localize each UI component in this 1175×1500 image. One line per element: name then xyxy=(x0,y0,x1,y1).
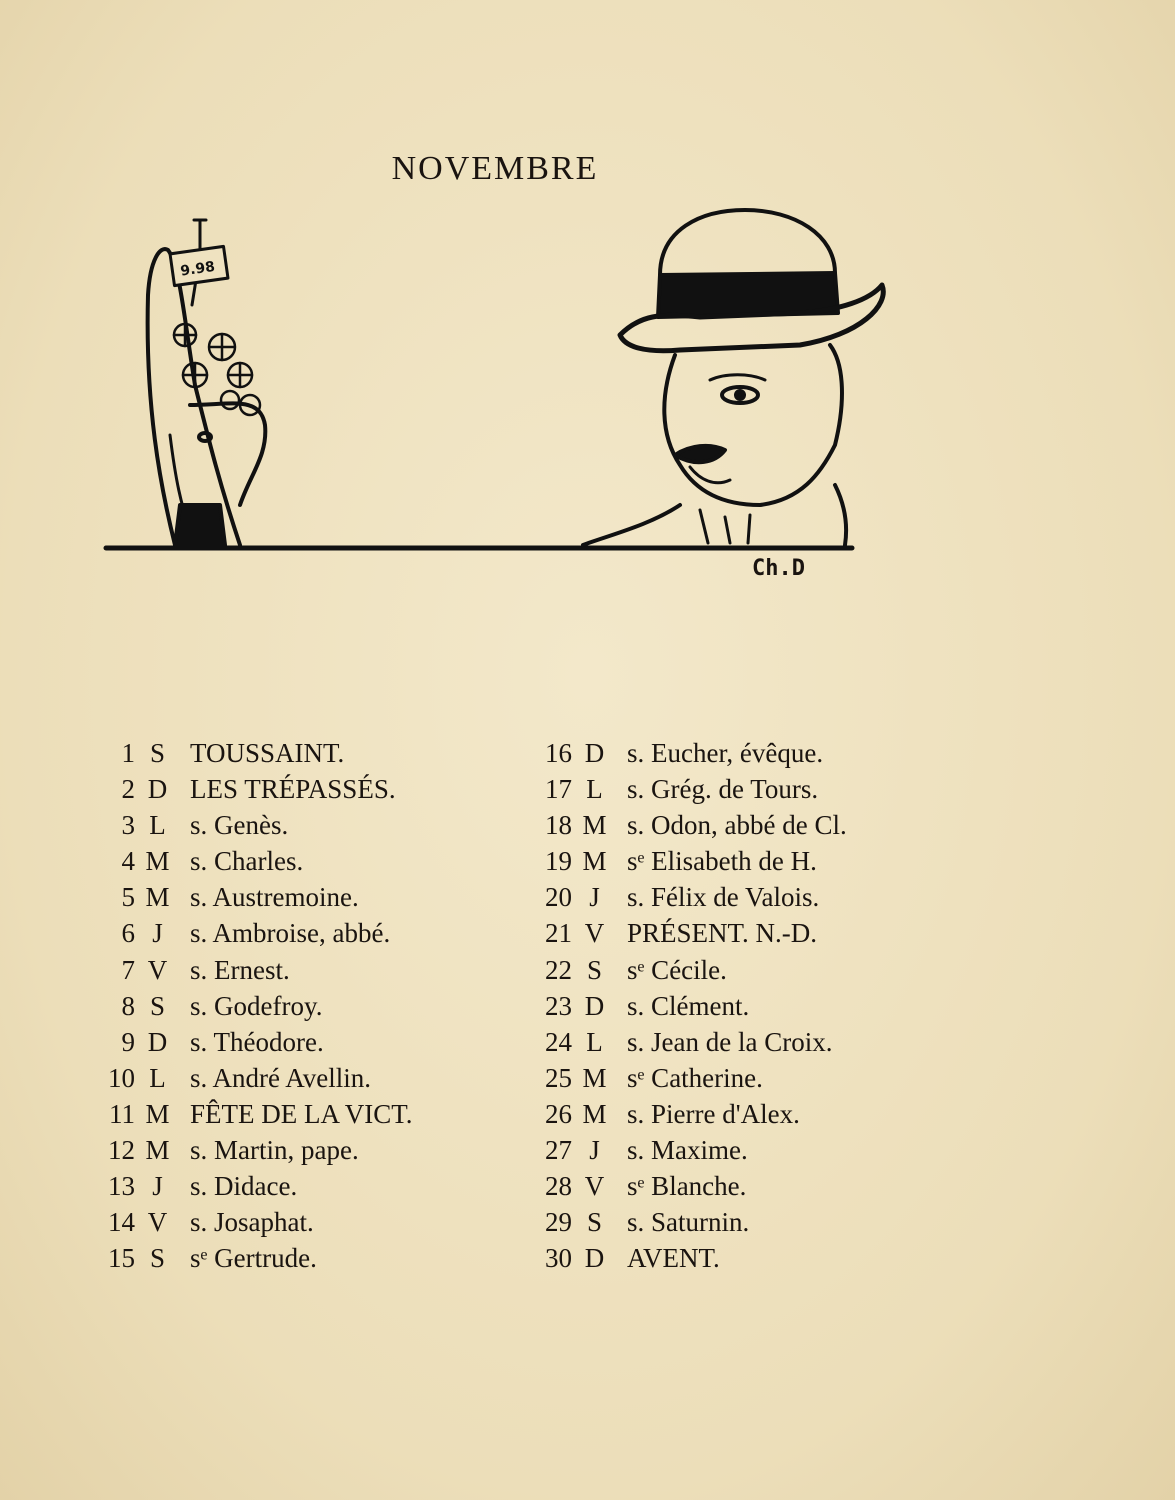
calendar-row xyxy=(530,1135,847,1171)
weekday-letter: D xyxy=(584,738,605,768)
calendar-row xyxy=(95,1207,413,1243)
day-number: 29 xyxy=(545,1207,572,1238)
saint-name: AVENT. xyxy=(627,1243,720,1274)
day-number: 5 xyxy=(121,882,135,913)
man-portrait xyxy=(583,210,883,545)
day-number: 21 xyxy=(545,918,572,949)
day-number: 27 xyxy=(545,1135,572,1166)
weekday-letter: V xyxy=(584,918,605,949)
calendar-row xyxy=(530,918,847,954)
saint-name: TOUSSAINT. xyxy=(190,738,345,768)
saint-name: s. Odon, abbé de Cl. xyxy=(627,810,847,841)
weekday-letter: S xyxy=(149,738,166,768)
weekday-letter: J xyxy=(152,1171,163,1202)
day-number: 8 xyxy=(121,990,135,1021)
day-number: 18 xyxy=(545,810,572,841)
day-number: 23 xyxy=(545,990,572,1021)
calendar-row xyxy=(530,991,847,1027)
saint-name: s. Didace. xyxy=(190,1171,298,1202)
day-number: 1 xyxy=(121,738,135,768)
day-number: 24 xyxy=(545,1026,572,1057)
calendar-row xyxy=(530,955,847,991)
saint-name: sᵉ Catherine. xyxy=(627,1062,763,1093)
calendar-row xyxy=(530,1027,847,1063)
calendar-row xyxy=(95,918,413,954)
weekday-letter: V xyxy=(147,1207,168,1238)
weekday-letter: L xyxy=(586,1026,603,1057)
day-number: 28 xyxy=(545,1171,572,1202)
day-number: 12 xyxy=(108,1135,135,1166)
calendar-row xyxy=(530,1171,847,1207)
weekday-letter: M xyxy=(145,1135,170,1166)
calendar-row xyxy=(530,1207,847,1243)
calendar-row xyxy=(95,1171,413,1207)
saint-name: sᵉ Blanche. xyxy=(627,1171,747,1202)
calendar-row xyxy=(95,882,413,918)
weekday-letter: S xyxy=(586,954,603,985)
day-number: 7 xyxy=(121,954,135,985)
weekday-letter: J xyxy=(152,918,163,949)
saint-name: s. Godefroy. xyxy=(190,990,323,1021)
saint-name: s. Grég. de Tours. xyxy=(627,774,819,805)
day-number: 15 xyxy=(108,1243,135,1274)
price-tag-text: 9.98 xyxy=(179,258,216,280)
saint-name: s. Théodore. xyxy=(190,1026,324,1057)
saint-name: s. Genès. xyxy=(190,810,289,841)
day-number: 25 xyxy=(545,1062,572,1093)
saint-name: s. Saturnin. xyxy=(627,1207,750,1238)
weekday-letter: L xyxy=(149,810,166,841)
weekday-letter: D xyxy=(584,1243,605,1274)
weekday-letter: L xyxy=(149,1062,166,1093)
calendar-column-right xyxy=(530,738,847,1279)
weekday-letter: L xyxy=(586,774,603,805)
artist-signature: Ch.D xyxy=(752,556,805,581)
day-number: 30 xyxy=(545,1243,572,1274)
day-number: 2 xyxy=(121,774,135,805)
weekday-letter: S xyxy=(586,1207,603,1238)
weekday-letter: J xyxy=(589,882,600,913)
saint-name: PRÉSENT. N.-D. xyxy=(627,918,818,949)
saint-name: LES TRÉPASSÉS. xyxy=(190,774,396,805)
weekday-letter: V xyxy=(584,1171,605,1202)
day-number: 22 xyxy=(545,954,572,985)
weekday-letter: D xyxy=(147,774,168,805)
calendar-row xyxy=(95,1063,413,1099)
saint-name: s. André Avellin. xyxy=(190,1062,371,1093)
day-number: 9 xyxy=(121,1026,135,1057)
saint-name: s. Maxime. xyxy=(627,1135,748,1166)
price-tag xyxy=(170,246,228,285)
weekday-letter: D xyxy=(584,990,605,1021)
day-number: 11 xyxy=(109,1098,135,1129)
weekday-letter: M xyxy=(582,1098,607,1129)
saint-name: sᵉ Cécile. xyxy=(627,954,727,985)
calendar-row xyxy=(530,1063,847,1099)
day-number: 4 xyxy=(121,846,135,877)
saint-name: s. Clément. xyxy=(627,990,750,1021)
saint-name: sᵉ Elisabeth de H. xyxy=(627,846,817,877)
calendar-row xyxy=(95,846,413,882)
saint-name: sᵉ Gertrude. xyxy=(190,1243,317,1274)
weekday-letter: S xyxy=(149,1243,166,1274)
day-number: 17 xyxy=(545,774,572,805)
day-number: 14 xyxy=(108,1207,135,1238)
calendar-row xyxy=(95,1135,413,1171)
day-number: 6 xyxy=(121,918,135,949)
day-number: 26 xyxy=(545,1098,572,1129)
calendar-row xyxy=(95,738,413,774)
weekday-letter: M xyxy=(582,1062,607,1093)
day-number: 10 xyxy=(108,1062,135,1093)
calendar-row xyxy=(530,882,847,918)
day-number: 19 xyxy=(545,846,572,877)
day-number: 20 xyxy=(545,882,572,913)
weekday-letter: S xyxy=(149,990,166,1021)
page-title: NOVEMBRE xyxy=(391,150,599,187)
calendar-row xyxy=(95,1243,413,1279)
calendar-row xyxy=(530,774,847,810)
calendar-row xyxy=(530,1243,847,1279)
calendar-row xyxy=(95,810,413,846)
day-number: 3 xyxy=(121,810,135,841)
weekday-letter: D xyxy=(147,1026,168,1057)
saint-name: s. Charles. xyxy=(190,846,304,877)
saint-name: FÊTE DE LA VICT. xyxy=(190,1098,413,1129)
weekday-letter: V xyxy=(147,954,168,985)
calendar-row xyxy=(530,810,847,846)
saint-name: s. Austremoine. xyxy=(190,882,359,913)
weekday-letter: J xyxy=(589,1135,600,1166)
calendar-row xyxy=(530,738,847,774)
weekday-letter: M xyxy=(145,846,170,877)
cartoon-illustration xyxy=(100,205,900,605)
calendar-row xyxy=(95,1099,413,1135)
weekday-letter: M xyxy=(145,882,170,913)
calendar-row xyxy=(95,1027,413,1063)
calendar-row xyxy=(95,774,413,810)
saint-name: s. Jean de la Croix. xyxy=(627,1026,833,1057)
weekday-letter: M xyxy=(582,810,607,841)
saint-name: s. Josaphat. xyxy=(190,1207,314,1238)
saint-name: s. Martin, pape. xyxy=(190,1135,359,1166)
day-number: 13 xyxy=(108,1171,135,1202)
saint-name: s. Ernest. xyxy=(190,954,290,985)
saint-name: s. Pierre d'Alex. xyxy=(627,1098,800,1129)
calendar-column-left xyxy=(95,738,413,1279)
calendar-row xyxy=(95,991,413,1027)
saint-name: s. Ambroise, abbé. xyxy=(190,918,391,949)
calendar-row xyxy=(95,955,413,991)
saint-name: s. Félix de Valois. xyxy=(627,882,820,913)
saint-name: s. Eucher, évêque. xyxy=(627,738,824,768)
calendar-row xyxy=(530,846,847,882)
weekday-letter: M xyxy=(582,846,607,877)
weekday-letter: M xyxy=(145,1098,170,1129)
calendar-row xyxy=(530,1099,847,1135)
day-number: 16 xyxy=(545,738,572,768)
